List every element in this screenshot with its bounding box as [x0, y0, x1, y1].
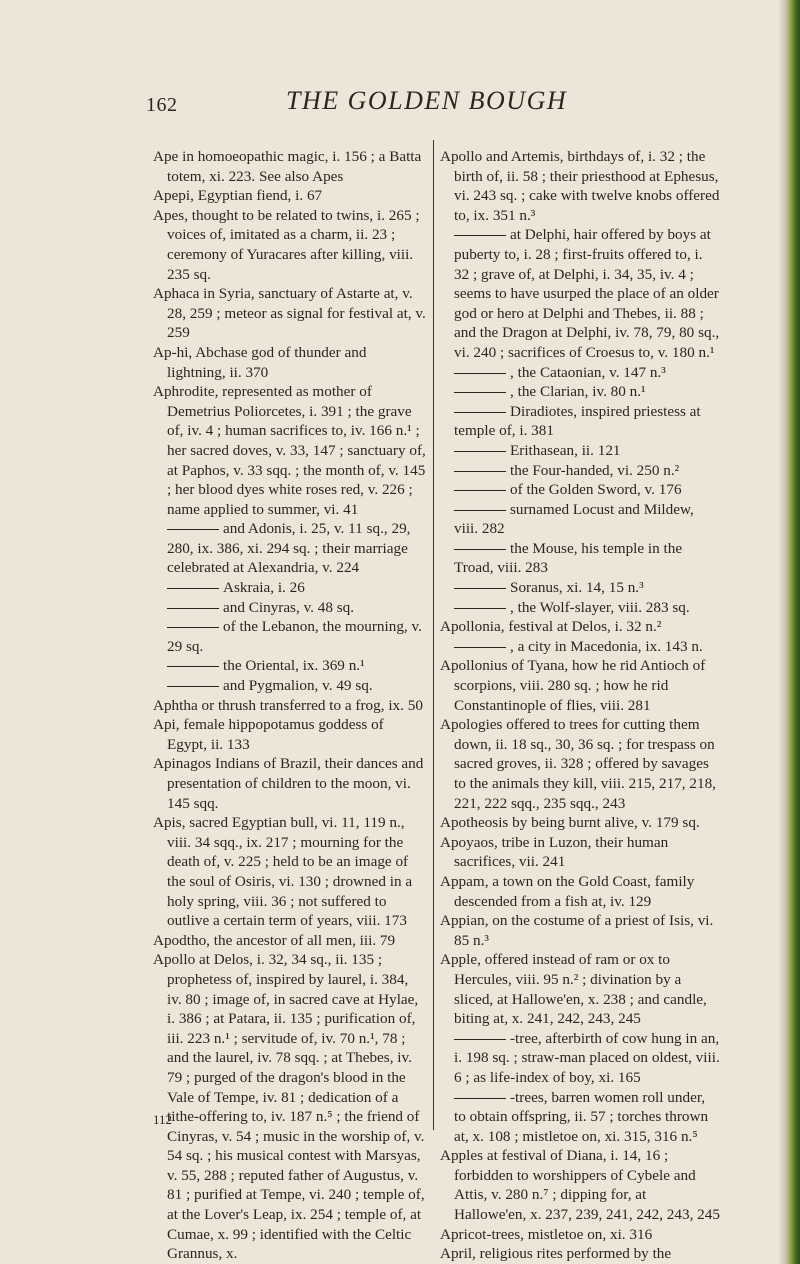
page-edge-shadow	[778, 0, 786, 1264]
entry-text: of the Lebanon, the mourning, v. 29 sq.	[167, 618, 422, 655]
entry-text: Apollonius of Tyana, how he rid Antioch of scorpions, viii. 280 sq. ; how he rid Constantinople of flies, viii. 281	[440, 657, 706, 714]
repeat-dash	[167, 608, 219, 609]
entry-text: Erithasean, ii. 121	[510, 441, 621, 459]
entry-text: the Four-handed, vi. 250 n.²	[510, 461, 680, 479]
repeat-dash	[167, 627, 219, 628]
entry-text: , the Cataonian, v. 147 n.³	[510, 363, 666, 381]
entry-text: Apinagos Indians of Brazil, their dances and presentation of children to the moon, vi. 145 sqq.	[153, 755, 424, 812]
index-subentry	[167, 676, 426, 696]
entry-text: the Oriental, ix. 369 n.¹	[223, 657, 365, 675]
entry-text: Apoyaos, tribe in Luzon, their human sacrifices, vii. 241	[440, 833, 669, 871]
index-subentry	[454, 637, 720, 657]
entry-text: -tree, afterbirth of cow hung in an, i. 198 sq. ; straw-man placed on oldest, viii. 6 ; as life-index of boy, xi. 165	[454, 1029, 720, 1086]
index-subentry	[167, 598, 426, 618]
entry-text: Apricot-trees, mistletoe on, xi. 316	[440, 1225, 653, 1243]
entry-text: Api, female hippopotamus goddess of Egypt, ii. 133	[153, 716, 384, 753]
repeat-dash	[167, 588, 219, 589]
index-entry	[153, 206, 426, 284]
index-subentry	[167, 617, 426, 656]
index-entry	[153, 715, 426, 754]
index-column-left	[153, 147, 426, 1264]
entry-text: Apepi, Egyptian fiend, i. 67	[153, 187, 323, 205]
index-subentry	[454, 461, 720, 481]
entry-text: Askraia, i. 26	[223, 579, 305, 597]
index-entry	[153, 696, 426, 716]
repeat-dash	[454, 235, 506, 236]
index-subentry	[454, 539, 720, 578]
index-entry	[440, 813, 720, 833]
index-entry	[440, 950, 720, 1028]
index-entry	[440, 1225, 720, 1245]
entry-text: -trees, barren women roll under, to obtain offspring, ii. 57 ; torches thrown at, x. 108 ; mistletoe on, xi. 315, 316 n.⁵	[454, 1088, 709, 1145]
index-entry	[153, 931, 426, 951]
entry-text: Soranus, xi. 14, 15 n.³	[510, 579, 644, 597]
index-entry	[440, 656, 720, 715]
entry-text: Apologies offered to trees for cutting them down, ii. 18 sq., 30, 36 sq. ; for trespass on sacred groves, ii. 328 ; offered by savages to the animals they kill, viii. 215, 217, 218, 221, 222 sqq., 235 sqq., 243	[440, 716, 716, 812]
index-entry	[153, 343, 426, 382]
index-subentry	[454, 363, 720, 383]
repeat-dash	[454, 471, 506, 472]
index-subentry	[454, 500, 720, 539]
index-subentry	[454, 1088, 720, 1147]
book-edge	[786, 0, 800, 1264]
entry-text: Aphaca in Syria, sanctuary of Astarte at, v. 28, 259 ; meteor as signal for festival at, v. 259	[153, 285, 426, 342]
index-subentry	[454, 441, 720, 461]
entry-text: of the Golden Sword, v. 176	[510, 481, 682, 499]
entry-text: Diradiotes, inspired priestess at temple of, i. 381	[454, 402, 701, 440]
index-subentry	[167, 519, 426, 578]
entry-text: , a city in Macedonia, ix. 143 n.	[510, 637, 703, 655]
index-entry	[440, 715, 720, 813]
repeat-dash	[454, 608, 506, 609]
repeat-dash	[454, 392, 506, 393]
index-subentry	[454, 402, 720, 441]
repeat-dash	[454, 549, 506, 550]
entry-text: Apodtho, the ancestor of all men, iii. 79	[153, 931, 396, 949]
entry-text: the Mouse, his temple in the Troad, viii. 283	[454, 539, 683, 577]
repeat-dash	[454, 647, 506, 648]
repeat-dash	[454, 412, 506, 413]
entry-text: Apollonia, festival at Delos, i. 32 n.²	[440, 618, 662, 636]
index-subentry	[454, 480, 720, 500]
repeat-dash	[454, 451, 506, 452]
index-column-right	[440, 147, 720, 1264]
index-entry	[440, 911, 720, 950]
index-entry	[440, 872, 720, 911]
entry-text: Ap-hi, Abchase god of thunder and lightning, ii. 370	[153, 343, 367, 381]
repeat-dash	[454, 373, 506, 374]
entry-text: April, religious rites performed by the	[440, 1245, 672, 1263]
index-subentry	[167, 578, 426, 598]
entry-text: Apis, sacred Egyptian bull, vi. 11, 119 n., viii. 34 sqq., ix. 217 ; mourning for the death of, v. 225 ; held to be an image of the soul of Osiris, vi. 130 ; drowned in a holy spring, viii. 36 ; not suffered to outlive a certain term of years, viii. 173	[153, 814, 413, 930]
entry-text: Apollo and Artemis, birthdays of, i. 32 ; the birth of, ii. 58 ; their priesthood at Ephesus, vi. 243 sq. ; cake with twelve knobs offered to, ix. 351 n.³	[440, 148, 720, 224]
index-entry	[153, 754, 426, 813]
entry-text: , the Wolf-slayer, viii. 283 sq.	[510, 598, 690, 616]
index-subentry	[454, 598, 720, 618]
repeat-dash	[454, 510, 506, 511]
entry-text: Aphrodite, represented as mother of Demetrius Poliorcetes, i. 391 ; the grave of, iv. 4 ; human sacrifices to, iv. 166 n.¹ ; her sacred doves, v. 33, 147 ; sanctuary of, at Paphos, v. 33 sqq. ; the month of, v. 145 ; her blood dyes white roses red, v. 226 ; name applied to summer, vi. 41	[153, 383, 426, 518]
entry-text: surnamed Locust and Mildew, viii. 282	[454, 500, 694, 538]
index-subentry	[454, 382, 720, 402]
entry-text: Ape in homoeopathic magic, i. 156 ; a Batta totem, xi. 223. See also Apes	[153, 148, 422, 185]
entry-text: Apes, thought to be related to twins, i. 265 ; voices of, imitated as a charm, ii. 23 ; ceremony of Yuracares after killing, viii. 235 sq.	[153, 206, 420, 283]
entry-text: and Pygmalion, v. 49 sq.	[223, 677, 373, 695]
repeat-dash	[167, 529, 219, 530]
index-entry	[153, 813, 426, 931]
repeat-dash	[454, 490, 506, 491]
index-subentry	[167, 656, 426, 676]
entry-text: Aphtha or thrush transferred to a frog, ix. 50	[153, 696, 423, 714]
index-subentry	[454, 578, 720, 598]
index-entry	[153, 186, 426, 206]
page-header	[146, 86, 706, 126]
running-title: THE GOLDEN BOUGH	[286, 86, 568, 115]
index-entry	[153, 382, 426, 519]
entry-text: at Delphi, hair offered by boys at puberty to, i. 28 ; first-fruits offered to, i. 32 ; grave of, at Delphi, i. 34, 35, iv. 4 ; seems to have usurped the place of an older god or hero at Delphi and Thebes, ii. 88 ; and the Dragon at Delphi, iv. 78, 79, 80 sq., vi. 240 ; sacrifices of Croesus to, v. 180 n.¹	[454, 226, 720, 361]
entry-text: Appam, a town on the Gold Coast, family descended from a fish at, iv. 129	[440, 872, 695, 910]
column-divider	[433, 140, 434, 1130]
index-subentry	[454, 225, 720, 362]
entry-text: Apples at festival of Diana, i. 14, 16 ; forbidden to worshippers of Cybele and Attis, v. 280 n.⁷ ; dipping for, at Hallowe'en, x. 237, 239, 241, 242, 243, 245	[440, 1147, 720, 1224]
index-entry	[153, 284, 426, 343]
page-number: 162	[146, 94, 178, 116]
index-entry	[440, 617, 720, 637]
index-entry	[153, 147, 426, 186]
repeat-dash	[454, 588, 506, 589]
entry-text: Appian, on the costume of a priest of Isis, vi. 85 n.³	[440, 912, 714, 949]
repeat-dash	[454, 1039, 506, 1040]
entry-text: Apollo at Delos, i. 32, 34 sq., ii. 135 ; prophetess of, inspired by laurel, i. 384, iv. 80 ; image of, in sacred cave at Hylae, i. 386 ; at Patara, ii. 135 ; purification of, iii. 223 n.¹ ; servitude of, iv. 70 n.¹, 78 ; and the laurel, iv. 78 sqq. ; at Thebes, iv. 79 ; purged of the dragon's blood in the Vale of Tempe, iv. 81 ; dedication of a tithe-offering to, iv. 187 n.⁵ ; the friend of Cinyras, v. 54 ; music in the worship of, v. 54 sq. ; his musical contest with Marsyas, v. 55, 288 ; reputed father of Augustus, v. 81 ; purified at Tempe, vi. 240 ; temple of, at the Lover's Leap, ix. 254 ; temple of, at Cumae, x. 99 ; identified with the Celtic Grannus, x.	[153, 951, 425, 1263]
index-entry	[440, 1244, 720, 1264]
index-entry	[440, 147, 720, 225]
index-entry	[440, 1146, 720, 1224]
index-entry	[440, 833, 720, 872]
signature-mark: 112	[153, 1112, 173, 1127]
repeat-dash	[167, 666, 219, 667]
repeat-dash	[454, 1098, 506, 1099]
entry-text: , the Clarian, iv. 80 n.¹	[510, 383, 646, 401]
entry-text: and Adonis, i. 25, v. 11 sq., 29, 280, ix. 386, xi. 294 sq. ; their marriage celebrated at Alexandria, v. 224	[167, 520, 411, 577]
repeat-dash	[167, 686, 219, 687]
entry-text: Apotheosis by being burnt alive, v. 179 sq.	[440, 814, 700, 832]
entry-text: Apple, offered instead of ram or ox to Hercules, viii. 95 n.² ; divination by a sliced, at Hallowe'en, x. 238 ; and candle, biting at, x. 241, 242, 243, 245	[440, 951, 707, 1028]
index-subentry	[454, 1029, 720, 1088]
entry-text: and Cinyras, v. 48 sq.	[223, 598, 355, 616]
